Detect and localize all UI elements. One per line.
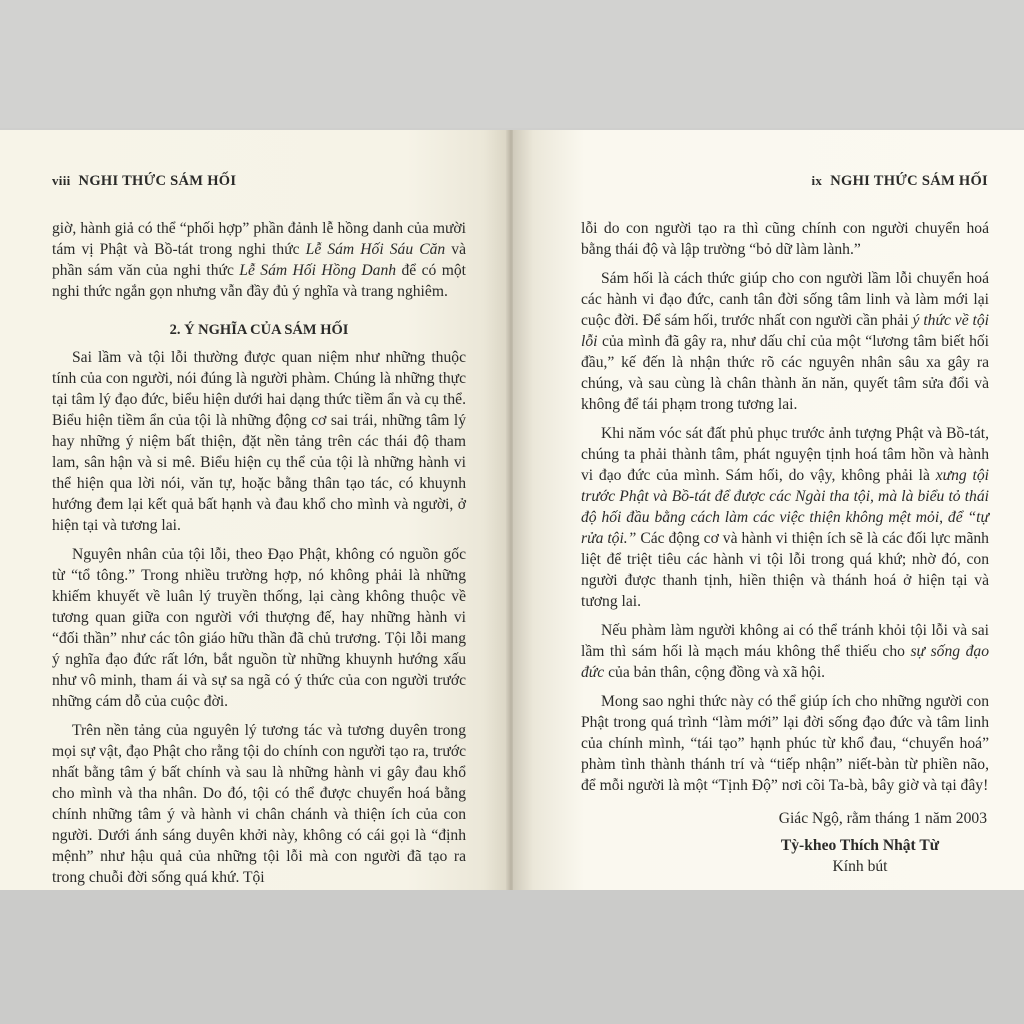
right-running-head — [812, 173, 989, 190]
left-paragraph — [52, 218, 466, 302]
italic-text-run: Lễ Sám Hối Hồng Danh — [239, 262, 397, 279]
italic-text-run: sự sống đạo đức — [581, 643, 989, 681]
right-paragraph — [581, 218, 989, 260]
text-run: và phần sám văn của nghi thức — [52, 241, 466, 279]
italic-text-run: ý thức về tội lỗi — [581, 312, 989, 350]
text-run: Trên nền tảng của nguyên lý tương tác và tương duyên trong mọi sự vật, đạo Phật cho rằng tội do chính con người tạo ra, trước nhất bằng tâm ý bất chính và sau là những hành vi gây đau khổ cho mình và tha nhân. Do đó, tội có thể được chuyển hoá bằng chính những tâm ý và hành vi chân chánh và thiện ích của con người. Dưới ánh sáng duyên khởi này, không có cái gọi là “định mệnh” như hậu quả của những tội lỗi mà con người đã tạo ra trong chuỗi đời sống quá khứ. Tội — [52, 722, 466, 886]
text-run: Khi năm vóc sát đất phủ phục trước ảnh tượng Phật và Bồ-tát, chúng ta phải thành tâm, phát nguyện tịnh hoá tâm hồn và hành vi đạo đức của mình. Sám hối, do vậy, không phải là — [581, 425, 989, 484]
right-paragraph — [581, 620, 989, 683]
right-paragraph — [581, 423, 989, 612]
text-run: của bản thân, cộng đồng và xã hội. — [604, 664, 826, 681]
signature-author: Tỳ-kheo Thích Nhật Từ — [780, 837, 940, 854]
text-run: Nếu phàm làm người không ai có thể tránh khỏi tội lỗi và sai lầm thì sám hối là mạch máu không thể thiếu cho — [581, 622, 989, 660]
left-paragraph — [52, 720, 466, 888]
right-text-column — [581, 218, 989, 877]
right-paragraph — [581, 268, 989, 415]
text-run: Sám hối là cách thức giúp cho con người lầm lỗi chuyển hoá các hành vi đạo đức, canh tân đời sống tâm linh và làm mới lại cuộc đời. Để sám hối, trước nhất con người cần phải — [581, 270, 989, 329]
left-page — [0, 130, 509, 890]
italic-text-run: Lễ Sám Hối Sáu Căn — [305, 241, 446, 258]
right-running-title: NGHI THỨC SÁM HỐI — [830, 173, 988, 189]
right-page — [513, 130, 1024, 890]
background-bottom — [0, 890, 1024, 1024]
section-heading: 2. Ý NGHĨA CỦA SÁM HỐI — [169, 322, 349, 338]
text-run: để có một nghi thức ngắn gọn nhưng vẫn đầy đủ ý nghĩa và trang nghiêm. — [52, 262, 467, 300]
text-run: của mình đã gây ra, như dấu chỉ của một “lương tâm biết hối đầu,” kế đến là nhận thức rõ các nguyên nhân sâu xa gây ra chúng, và sau cùng là chân thành ăn năn, quyết tâm sửa đổi và không để tái phạm trong tương lai. — [581, 333, 989, 413]
left-paragraph — [52, 347, 466, 536]
signature-note: Kính bút — [832, 858, 888, 875]
text-run: Mong sao nghi thức này có thể giúp ích cho những người con Phật trong quá trình “làm mới” lại đời sống đạo đức và tâm linh của chính mình, “tái tạo” hạnh phúc từ khổ đau, “chuyển hoá” phàm tình thành thánh trí và “tiếp nhận” niết-bàn từ phiền não, để mỗi người là một “Tịnh Độ” nơi cõi Ta-bà, bây giờ và tại đây! — [581, 693, 989, 794]
italic-text-run: xưng tội trước Phật và Bồ-tát để được các Ngài tha tội, mà là biểu tỏ thái độ hối đầu bằng cách làm các việc thiện không mệt mỏi, để “tự rửa tội.” — [581, 467, 989, 547]
left-running-title: NGHI THỨC SÁM HỐI — [78, 173, 237, 189]
right-page-number: ix — [811, 173, 823, 188]
signature-place-date: Giác Ngộ, rằm tháng 1 năm 2003 — [778, 810, 987, 827]
background-top — [0, 0, 1024, 128]
text-run: Các động cơ và hành vi thiện ích sẽ là các đối lực mãnh liệt để triệt tiêu các hành vi tội lỗi trong quá khứ; nhờ đó, con người được thanh tịnh, hiền thiện và thánh hoá ở hiện tại và tương lai. — [581, 530, 989, 610]
text-run: Sai lầm và tội lỗi thường được quan niệm như những thuộc tính của con người, nói đúng là người phàm. Chúng là những thực tại tâm lý đạo đức, biểu hiện dưới hai dạng thức tiềm ẩn và cụ thể. Biểu hiện tiềm ẩn của tội là những động cơ sai trái, những tâm lý hay những ý niệm bất thiện, đặt nền tảng trên các thái độ tham lam, sân hận và si mê. Biểu hiện cụ thể của tội là những hành vi thể hiện qua lời nói, văn tự, hoặc bằng thân tạo tác, có khuynh hướng đem lại kết quả bất hạnh và đau khổ cho mình và người, ở hiện tại và tương lai. — [52, 349, 466, 534]
right-paragraph — [581, 691, 989, 796]
left-text-column — [52, 218, 466, 896]
left-running-head — [52, 173, 236, 190]
text-run: lỗi do con người tạo ra thì cũng chính con người chuyển hoá bằng thái độ và lập trường “bỏ dữ làm lành.” — [581, 220, 989, 258]
text-run: Nguyên nhân của tội lỗi, theo Đạo Phật, không có nguồn gốc từ “tổ tông.” Trong nhiều trường hợp, nó không phải là những khiếm khuyết về luân lý truyền thống, lại càng không thuộc về tương quan giữa con người với thượng đế, hay những hành vi “đối thần” như các tôn giáo hữu thần đã chủ trương. Tội lỗi mang ý nghĩa đạo đức rất lớn, bắt nguồn từ những khuynh hướng xấu như vô minh, tham ái và sự sa ngã có ý thức của con người trước những cám dỗ của cuộc đời. — [52, 546, 466, 710]
text-run: giờ, hành giả có thể “phối hợp” phần đảnh lễ hồng danh của mười tám vị Phật và Bồ-tát trong nghi thức — [52, 220, 466, 258]
left-page-number: viii — [52, 173, 71, 188]
left-paragraph — [52, 544, 466, 712]
